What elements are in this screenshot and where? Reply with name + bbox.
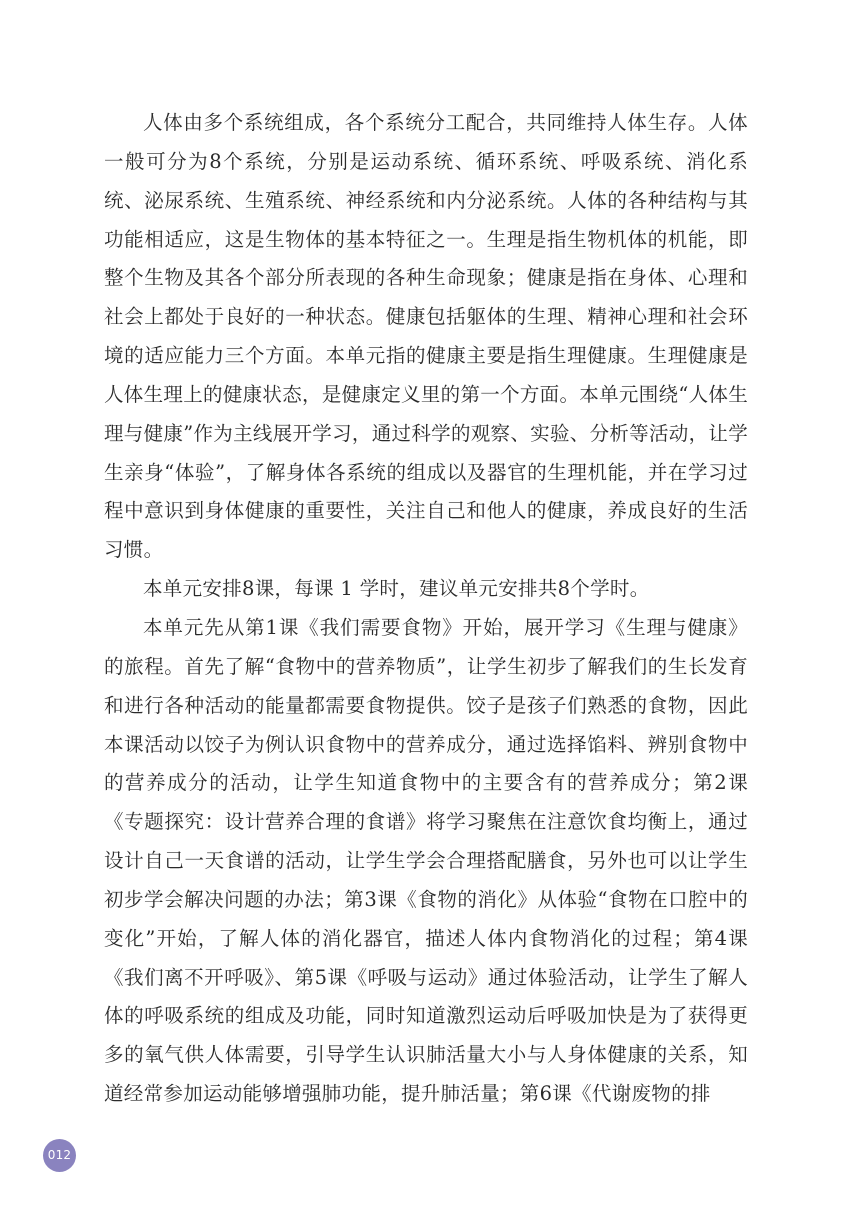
paragraph-human-systems: 人体由多个系统组成，各个系统分工配合，共同维持人体生存。人体一般可分为8个系统，分别是运动系统、循环系统、呼吸系统、消化系统、泌尿系统、生殖系统、神经系统和内分泌系统。人体的各种结构与其功能相适应，这是生物体的基本特征之一。生理是指生物机体的机能，即整个生物及其各个部分所表现的各种生命现象；健康是指在身体、心理和社会上都处于良好的一种状态。健康包括躯体的生理、精神心理和社会环境的适应能力三个方面。本单元指的健康主要是指生理健康。生理健康是人体生理上的健康状态，是健康定义里的第一个方面。本单元围绕“人体生理与健康”作为主线展开学习，通过科学的观察、实验、分析等活动，让学生亲身“体验”，了解身体各系统的组成以及器官的生理机能，并在学习过程中意识到身体健康的重要性，关注自己和他人的健康，养成良好的生活习惯。	[104, 111, 748, 562]
page-number-badge: 012	[43, 1139, 76, 1172]
paragraph-unit-schedule: 本单元安排8课，每课 1 学时，建议单元安排共8个学时。	[143, 577, 650, 601]
paragraph-lesson-overview: 本单元先从第1课《我们需要食物》开始，展开学习《生理与健康》的旅程。首先了解“食物中的营养物质”，让学生初步了解我们的生长发育和进行各种活动的能量都需要食物提供。饺子是孩子们熟悉的食物，因此本课活动以饺子为例认识食物中的营养成分，通过选择馅料、辨别食物中的营养成分的活动，让学生知道食物中的主要含有的营养成分；第2课《专题探究：设计营养合理的食谱》将学习聚焦在注意饮食均衡上，通过设计自己一天食谱的活动，让学生学会合理搭配膳食，另外也可以让学生初步学会解决问题的办法；第3课《食物的消化》从体验“食物在口腔中的变化”开始，了解人体的消化器官，描述人体内食物消化的过程；第4课《我们离不开呼吸》、第5课《呼吸与运动》通过体验活动，让学生了解人体的呼吸系统的组成及功能，同时知道激烈运动后呼吸加快是为了获得更多的氧气供人体需要，引导学生认识肺活量大小与人身体健康的关系，知道经常参加运动能够增强肺功能，提升肺活量；第6课《代谢废物的排	[104, 615, 748, 1106]
document-body	[104, 104, 748, 1114]
